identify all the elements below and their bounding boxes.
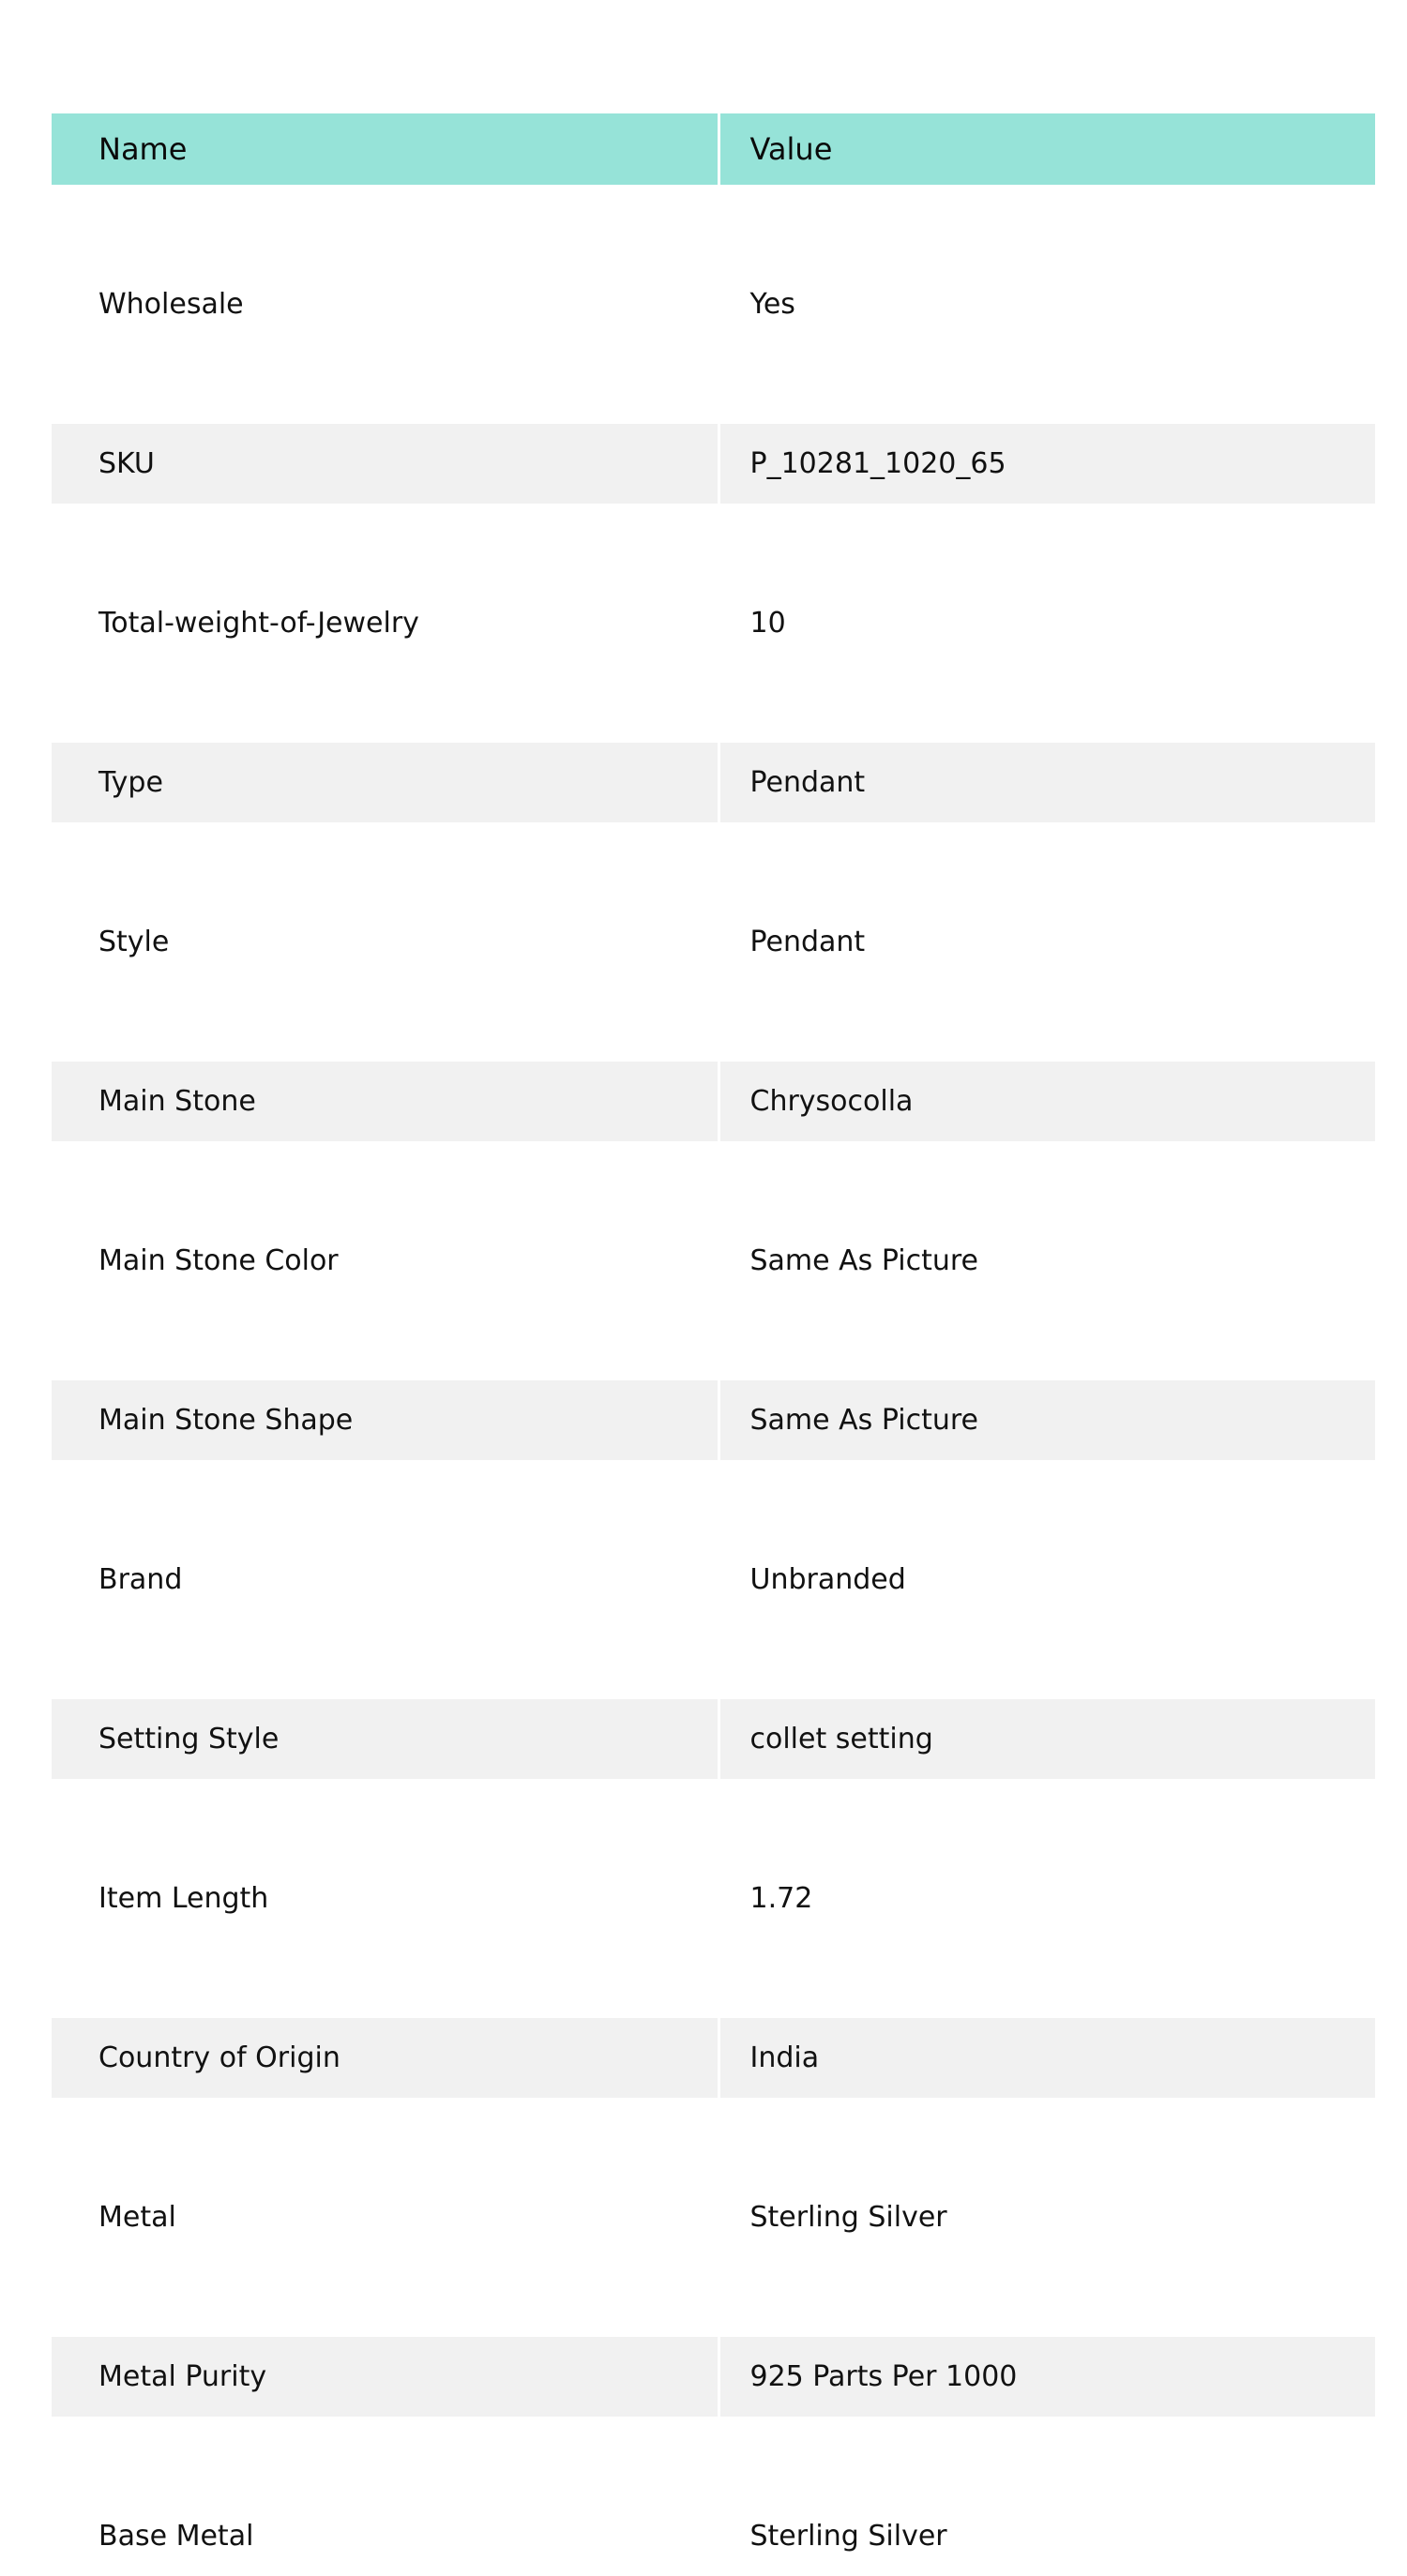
- attribute-name-cell: Setting Style: [52, 1699, 719, 1779]
- row-spacer: [52, 2417, 1375, 2496]
- table-row: [52, 1062, 1375, 1141]
- row-spacer: [52, 344, 1375, 424]
- row-spacer-cell: [52, 2098, 1375, 2177]
- table-row: [52, 1221, 1375, 1301]
- attribute-name-cell: Main Stone Shape: [52, 1380, 719, 1460]
- table-row: [52, 424, 1375, 504]
- attribute-value-cell: Yes: [719, 264, 1375, 344]
- row-spacer: [52, 1460, 1375, 1540]
- value-column-header: Value: [719, 113, 1375, 185]
- attribute-value-cell: Chrysocolla: [719, 1062, 1375, 1141]
- attribute-name-cell: SKU: [52, 424, 719, 504]
- row-spacer-cell: [52, 344, 1375, 424]
- attribute-name-cell: Brand: [52, 1540, 719, 1619]
- attribute-value-cell: Same As Picture: [719, 1380, 1375, 1460]
- row-spacer-cell: [52, 185, 1375, 264]
- table-row: [52, 583, 1375, 663]
- attribute-name-cell: Metal: [52, 2177, 719, 2257]
- table-row: [52, 1540, 1375, 1619]
- attribute-name-cell: Main Stone: [52, 1062, 719, 1141]
- attribute-value-cell: Unbranded: [719, 1540, 1375, 1619]
- table-row: [52, 743, 1375, 822]
- row-spacer: [52, 822, 1375, 902]
- table-row: [52, 902, 1375, 982]
- attribute-name-cell: Total-weight-of-Jewelry: [52, 583, 719, 663]
- attribute-value-cell: India: [719, 2018, 1375, 2098]
- row-spacer-cell: [52, 2417, 1375, 2496]
- attribute-name-cell: Wholesale: [52, 264, 719, 344]
- attribute-value-cell: Sterling Silver: [719, 2177, 1375, 2257]
- row-spacer: [52, 982, 1375, 1062]
- table-body: [52, 185, 1375, 2576]
- table-row: [52, 1859, 1375, 1938]
- name-column-header: Name: [52, 113, 719, 185]
- row-spacer: [52, 1938, 1375, 2018]
- attribute-name-cell: Type: [52, 743, 719, 822]
- row-spacer-cell: [52, 1938, 1375, 2018]
- attribute-value-cell: P_10281_1020_65: [719, 424, 1375, 504]
- attribute-value-cell: 10: [719, 583, 1375, 663]
- row-spacer: [52, 1141, 1375, 1221]
- attribute-value-cell: Pendant: [719, 902, 1375, 982]
- row-spacer-cell: [52, 1460, 1375, 1540]
- row-spacer: [52, 504, 1375, 583]
- row-spacer-cell: [52, 504, 1375, 583]
- row-spacer-cell: [52, 663, 1375, 743]
- row-spacer: [52, 1779, 1375, 1859]
- table-row: [52, 2337, 1375, 2417]
- row-spacer-cell: [52, 822, 1375, 902]
- attribute-name-cell: Main Stone Color: [52, 1221, 719, 1301]
- table-row: [52, 264, 1375, 344]
- table-row: [52, 1699, 1375, 1779]
- attribute-name-cell: Base Metal: [52, 2496, 719, 2576]
- row-spacer: [52, 2098, 1375, 2177]
- row-spacer-cell: [52, 2257, 1375, 2337]
- attribute-value-cell: collet setting: [719, 1699, 1375, 1779]
- attribute-value-cell: 925 Parts Per 1000: [719, 2337, 1375, 2417]
- attribute-name-cell: Metal Purity: [52, 2337, 719, 2417]
- row-spacer: [52, 2257, 1375, 2337]
- row-spacer-cell: [52, 1301, 1375, 1380]
- row-spacer: [52, 663, 1375, 743]
- table-row: [52, 2177, 1375, 2257]
- attribute-value-cell: 1.72: [719, 1859, 1375, 1938]
- header-row: [52, 113, 1375, 185]
- row-spacer-cell: [52, 1619, 1375, 1699]
- table-header: [52, 113, 1375, 185]
- attribute-value-cell: Pendant: [719, 743, 1375, 822]
- row-spacer-cell: [52, 1141, 1375, 1221]
- row-spacer: [52, 1619, 1375, 1699]
- attribute-name-cell: Style: [52, 902, 719, 982]
- attribute-value-cell: Sterling Silver: [719, 2496, 1375, 2576]
- row-spacer-cell: [52, 1779, 1375, 1859]
- specifications-table: [52, 113, 1375, 2576]
- table-row: [52, 2018, 1375, 2098]
- table-row: [52, 2496, 1375, 2576]
- attribute-name-cell: Item Length: [52, 1859, 719, 1938]
- row-spacer: [52, 1301, 1375, 1380]
- attribute-name-cell: Country of Origin: [52, 2018, 719, 2098]
- table-row: [52, 1380, 1375, 1460]
- row-spacer: [52, 185, 1375, 264]
- attribute-value-cell: Same As Picture: [719, 1221, 1375, 1301]
- row-spacer-cell: [52, 982, 1375, 1062]
